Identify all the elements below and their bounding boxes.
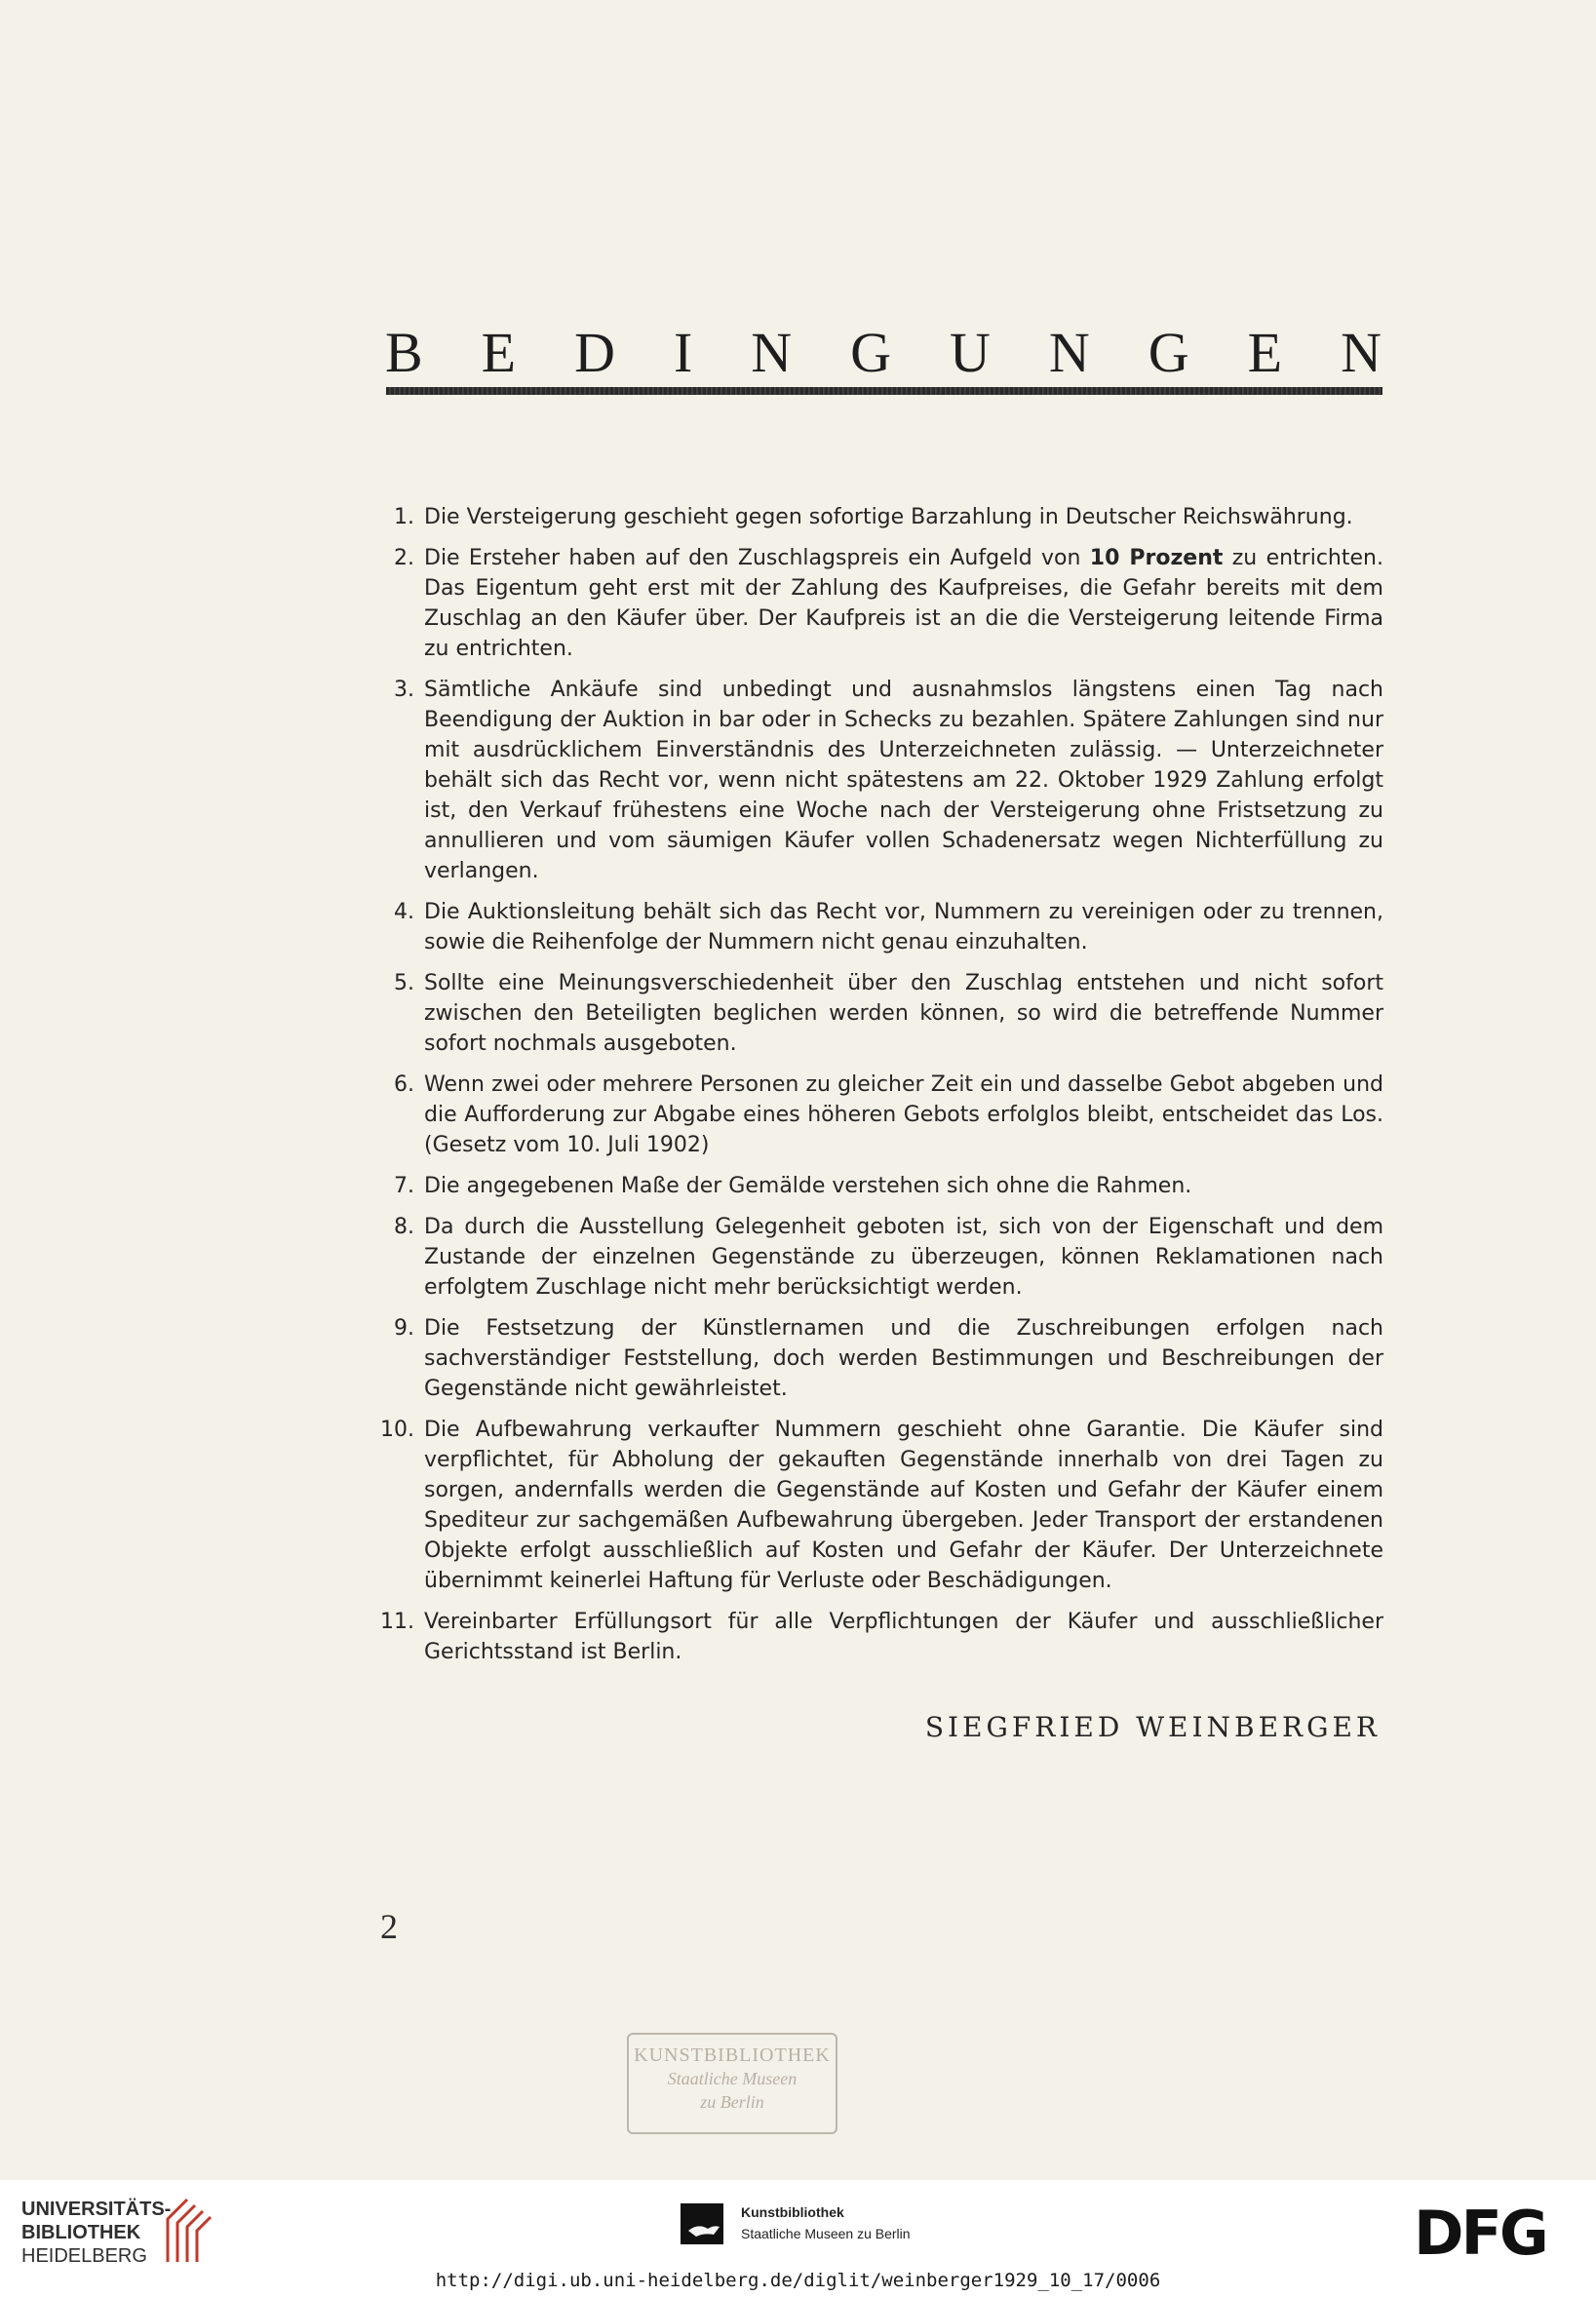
item-text: Die Festsetzung der Künstlernamen und die Zuschreibungen erfolgen nach sachverständiger Feststellung, doch werden Bestimmungen und Beschreibungen der Gegenstände nicht gewährleistet. <box>424 1316 1383 1401</box>
item-text: Sämtliche Ankäufe sind unbedingt und ausnahmslos längstens einen Tag nach Beendigung der Auktion in bar oder in Schecks zu bezahlen. Spätere Zahlungen sind nur mit ausdrücklichem Einverständnis des Unterzeichneten zulässig. — Unterzeichneter behält sich das Recht vor, wenn nicht spätestens am 22. Oktober 1929 Zahlung erfolgt ist, den Verkauf frühestens eine Woche nach der Versteigerung ohne Fristsetzung zu annullieren und vom säumigen Käufer vollen Schadenersatz wegen Nichterfüllung zu verlangen. <box>424 678 1383 883</box>
university-name-line: UNIVERSITÄTS- <box>21 2199 172 2220</box>
item-number: 10. <box>380 1418 414 1442</box>
item-text: Wenn zwei oder mehrere Personen zu gleicher Zeit ein und dasselbe Gebot abgeben und die Aufforderung zur Abgabe eines höheren Gebots erfolglos bleibt, entscheidet das Los. (Gesetz vom 10. Juli 1902) <box>424 1072 1383 1157</box>
title-letter: G <box>1148 321 1189 384</box>
list-item <box>373 543 1383 664</box>
item-number: 3. <box>394 678 414 702</box>
kunstbibliothek-logo[interactable] <box>741 2201 911 2244</box>
item-text: Die Auktionsleitung behält sich das Recht vor, Nummern zu vereinigen oder zu trennen, sowie die Reihenfolge der Nummern nicht genau einzuhalten. <box>424 900 1383 954</box>
stamp-title: KUNSTBIBLIOTHEK <box>634 2044 831 2066</box>
dfg-logo[interactable]: DFG <box>1414 2198 1546 2269</box>
list-item <box>373 1212 1383 1303</box>
stamp-location: zu Berlin <box>700 2092 764 2112</box>
page-title <box>385 322 1382 384</box>
list-item <box>373 1070 1383 1160</box>
conditions-list <box>373 502 1383 1678</box>
list-item <box>373 1171 1383 1201</box>
kunstbibliothek-subtitle: Staatliche Museen zu Berlin <box>741 2226 911 2241</box>
eagle-logo-icon <box>679 2201 725 2251</box>
list-item <box>373 968 1383 1059</box>
item-text: Die Aufbewahrung verkaufter Nummern geschieht ohne Garantie. Die Käufer sind verpflichtet, für Abholung der gekauften Gegenstände innerhalb von drei Tagen zu sorgen, andernfalls werden die Gegenstände auf Kosten und Gefahr der Käufer einem Spediteur zur sachgemäßen Aufbewahrung übergeben. Jeder Transport der erstandenen Objekte erfolgt ausschließlich auf Kosten und Gefahr der Käufer. Der Unterzeichnete übernimmt keinerlei Haftung für Verluste oder Beschädigungen. <box>424 1418 1383 1593</box>
item-number: 7. <box>394 1174 414 1198</box>
list-item <box>373 675 1383 886</box>
list-item <box>373 1313 1383 1404</box>
kunstbibliothek-name: Kunstbibliothek <box>741 2204 844 2220</box>
university-name-line: HEIDELBERG <box>21 2245 147 2267</box>
stamp-subtitle: Staatliche Museen <box>667 2069 798 2088</box>
item-text: Die Versteigerung geschieht gegen sofortige Barzahlung in Deutscher Reichswährung. <box>424 505 1353 529</box>
ub-heidelberg-mark-icon <box>156 2198 218 2271</box>
item-text-part: zu entrichten. Das Eigentum geht erst mit der Zahlung des Kaufpreises, die Gefahr bereits mit dem Zuschlag an den Käufer über. Der Kaufpreis ist an die die Versteigerung leitende Firma zu entrichten. <box>424 546 1383 661</box>
item-number: 4. <box>394 900 414 924</box>
item-number: 6. <box>394 1072 414 1097</box>
list-item <box>373 502 1383 532</box>
item-text: Die angegebenen Maße der Gemälde verstehen sich ohne die Rahmen. <box>424 1174 1192 1198</box>
university-name-line: BIBLIOTHEK <box>21 2222 141 2243</box>
title-letter: D <box>574 321 615 384</box>
list-item <box>373 1607 1383 1667</box>
item-number: 2. <box>394 546 414 570</box>
signature: SIEGFRIED WEINBERGER <box>924 1711 1381 1743</box>
title-letter: B <box>385 321 423 384</box>
footer-bar <box>0 2180 1596 2297</box>
title-letter: I <box>673 321 693 384</box>
item-text-part: Die Ersteher haben auf den Zuschlagspreis ein Aufgeld von <box>424 546 1090 570</box>
library-stamp <box>627 2033 837 2134</box>
list-item <box>373 1415 1383 1596</box>
title-letter: U <box>950 321 991 384</box>
item-text-emphasis: 10 Prozent <box>1089 546 1224 570</box>
title-letter: E <box>1247 321 1283 384</box>
title-letter: N <box>751 321 793 384</box>
item-number: 1. <box>394 505 414 529</box>
title-letter: G <box>850 321 892 384</box>
page-number: 2 <box>380 1907 398 1946</box>
item-number: 5. <box>394 971 414 995</box>
item-text: Vereinbarter Erfüllungsort für alle Verpflichtungen der Käufer und ausschließlicher Gerichtsstand ist Berlin. <box>424 1610 1383 1664</box>
item-number: 9. <box>394 1316 414 1341</box>
title-letter: E <box>481 321 517 384</box>
title-underline <box>386 387 1382 395</box>
university-library-logo[interactable] <box>21 2198 171 2268</box>
item-number: 11. <box>380 1610 414 1634</box>
title-letter: N <box>1341 321 1382 384</box>
item-text <box>424 543 1383 664</box>
item-text: Sollte eine Meinungsverschiedenheit über den Zuschlag entstehen und nicht sofort zwischen den Beteiligten beglichen werden können, so wird die betreffende Nummer sofort nochmals ausgeboten. <box>424 971 1383 1056</box>
item-number: 8. <box>394 1215 414 1239</box>
item-text: Da durch die Ausstellung Gelegenheit geboten ist, sich von der Eigenschaft und dem Zustande der einzelnen Gegenstände zu überzeugen, können Reklamationen nach erfolgtem Zuschlage nicht mehr berücksichtigt werden. <box>424 1215 1383 1300</box>
source-url-link[interactable]: http://digi.ub.uni-heidelberg.de/diglit/weinberger1929_10_17/0006 <box>435 2270 1161 2291</box>
list-item <box>373 897 1383 957</box>
title-letter: N <box>1048 321 1090 384</box>
